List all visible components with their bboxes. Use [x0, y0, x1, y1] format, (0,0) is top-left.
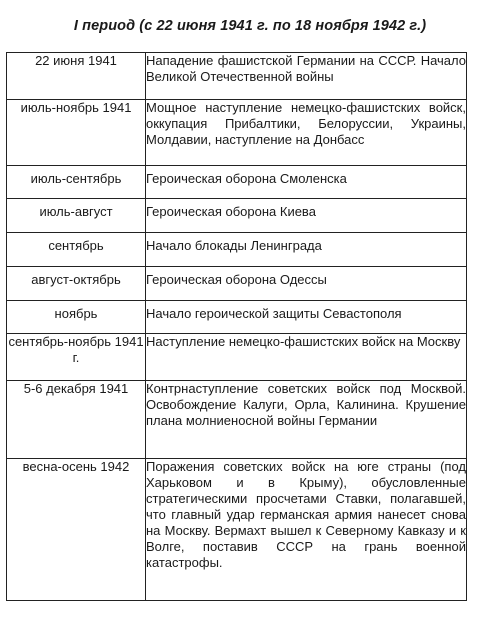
date-cell: июль-август	[7, 199, 146, 233]
table-row	[7, 301, 467, 334]
event-cell: Нападение фашистской Германии на СССР. Начало Великой Отечественной войны	[146, 53, 467, 100]
date-cell: июль-ноябрь 1941	[7, 100, 146, 166]
table-row	[7, 334, 467, 381]
event-cell: Контрнаступление советских войск под Москвой. Освобождение Калуги, Орла, Калинина. Крушение плана молниеносной войны Германии	[146, 381, 467, 459]
event-cell: Героическая оборона Киева	[146, 199, 467, 233]
table-row	[7, 267, 467, 301]
table-row	[7, 459, 467, 601]
table-row	[7, 199, 467, 233]
event-cell: Начало героической защиты Севастополя	[146, 301, 467, 334]
table-row	[7, 166, 467, 199]
date-cell: август-октябрь	[7, 267, 146, 301]
table-row	[7, 100, 467, 166]
date-cell: сентябрь-ноябрь 1941 г.	[7, 334, 146, 381]
event-cell: Мощное наступление немецко-фашистских войск, оккупация Прибалтики, Белоруссии, Украины, Молдавии, наступление на Донбасс	[146, 100, 467, 166]
date-cell: ноябрь	[7, 301, 146, 334]
date-cell: 5-6 декабря 1941	[7, 381, 146, 459]
event-cell: Начало блокады Ленинграда	[146, 233, 467, 267]
event-cell: Героическая оборона Одессы	[146, 267, 467, 301]
event-cell: Поражения советских войск на юге страны (под Харьковом и в Крыму), обусловленные стратегическими просчетами Ставки, полагавшей, что главный удар германская армия нанесет снова на Москву. Вермахт вышел к Северному Кавказу и к Волге, поставив СССР на грань военной катастрофы.	[146, 459, 467, 601]
date-cell: весна-осень 1942	[7, 459, 146, 601]
event-cell: Героическая оборона Смоленска	[146, 166, 467, 199]
date-cell: 22 июня 1941	[7, 53, 146, 100]
date-cell: июль-сентябрь	[7, 166, 146, 199]
event-cell: Наступление немецко-фашистских войск на Москву	[146, 334, 467, 381]
chronology-table	[6, 52, 467, 601]
table-row	[7, 53, 467, 100]
table-row	[7, 381, 467, 459]
date-cell: сентябрь	[7, 233, 146, 267]
period-title: I период (с 22 июня 1941 г. по 18 ноября 1942 г.)	[73, 18, 427, 34]
table-row	[7, 233, 467, 267]
